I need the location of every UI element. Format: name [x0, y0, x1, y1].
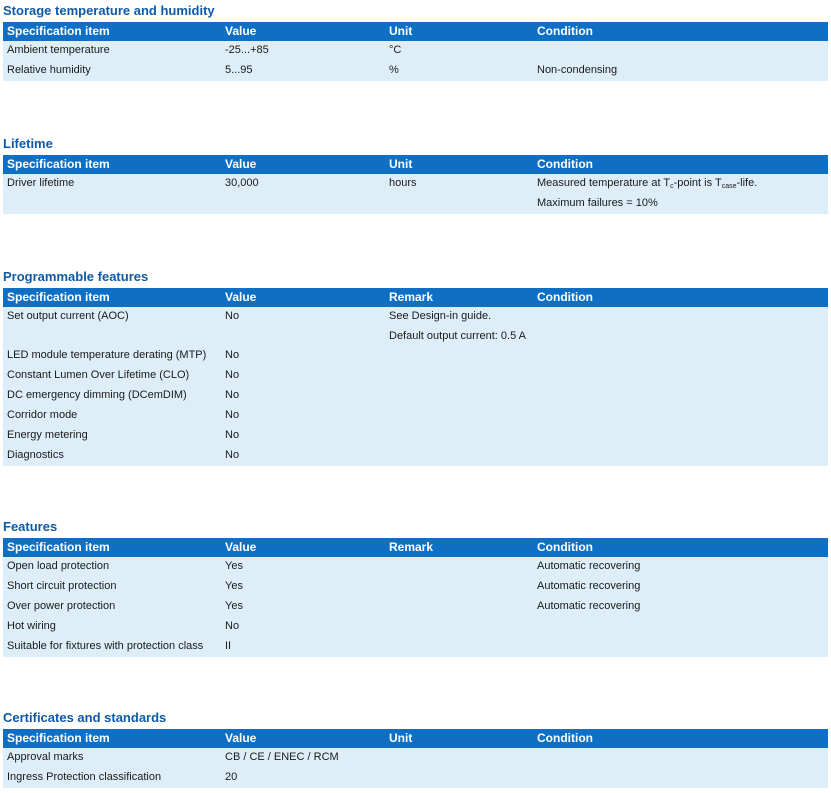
spec-table — [3, 288, 828, 466]
cell: Driver lifetime — [7, 177, 75, 189]
section-title: Certificates and standards — [3, 710, 167, 725]
cell: Yes — [225, 580, 243, 592]
header-cell: Unit — [389, 731, 413, 745]
cell-text: -point is T — [673, 177, 722, 189]
table-row — [3, 366, 828, 386]
header-cell: Remark — [389, 540, 434, 554]
section-title: Programmable features — [3, 269, 149, 284]
table-row — [3, 557, 828, 577]
header-cell: Condition — [537, 540, 593, 554]
table-row — [3, 617, 828, 637]
header-cell: Value — [225, 290, 257, 304]
header-cell: Condition — [537, 290, 593, 304]
cell: Maximum failures = 10% — [537, 197, 658, 209]
cell: No — [225, 620, 240, 632]
cell: Ingress Protection classification — [7, 771, 162, 783]
table-row — [3, 597, 828, 617]
header-cell: Condition — [537, 731, 593, 745]
cell: Yes — [225, 560, 243, 572]
spec-table — [3, 22, 828, 81]
table-row — [3, 174, 828, 214]
cell: No — [225, 349, 240, 361]
cell-text: Measured temperature at T — [537, 177, 671, 189]
table-row — [3, 768, 828, 788]
cell: -25...+85 — [225, 44, 269, 56]
table-row — [3, 406, 828, 426]
header-cell: Specification item — [7, 731, 110, 745]
cell: Set output current (AOC) — [7, 310, 129, 322]
header-cell: Unit — [389, 24, 413, 38]
cell: % — [389, 64, 399, 76]
header-cell: Value — [225, 731, 257, 745]
cell: 30,000 — [225, 177, 259, 189]
table-header — [3, 155, 828, 174]
table-row — [3, 346, 828, 366]
cell: Energy metering — [7, 429, 88, 441]
header-cell: Value — [225, 24, 257, 38]
cell: Relative humidity — [7, 64, 91, 76]
cell: See Design-in guide. — [389, 310, 492, 322]
cell: Default output current: 0.5 A — [389, 330, 526, 342]
cell: No — [225, 449, 240, 461]
cell: Automatic recovering — [537, 560, 641, 572]
cell: Corridor mode — [7, 409, 78, 421]
table-header — [3, 729, 828, 748]
cell — [537, 174, 757, 196]
header-cell: Specification item — [7, 24, 110, 38]
cell: Open load protection — [7, 560, 110, 572]
cell: Hot wiring — [7, 620, 56, 632]
header-cell: Value — [225, 157, 257, 171]
cell: LED module temperature derating (MTP) — [7, 349, 207, 361]
table-header — [3, 22, 828, 41]
table-header — [3, 288, 828, 307]
section-title: Storage temperature and humidity — [3, 3, 215, 18]
table-row — [3, 41, 828, 61]
table-row — [3, 386, 828, 406]
section-title: Lifetime — [3, 136, 53, 151]
table-row — [3, 61, 828, 81]
cell: 5...95 — [225, 64, 253, 76]
table-row — [3, 446, 828, 466]
subscript-c: c — [670, 183, 674, 190]
cell: Diagnostics — [7, 449, 64, 461]
cell: DC emergency dimming (DCemDIM) — [7, 389, 187, 401]
table-header — [3, 538, 828, 557]
spec-table — [3, 538, 828, 657]
table-row — [3, 748, 828, 768]
header-cell: Unit — [389, 157, 413, 171]
section-title: Features — [3, 519, 58, 534]
table-row — [3, 637, 828, 657]
cell: No — [225, 429, 240, 441]
cell-text: -life. — [736, 177, 758, 189]
cell: Constant Lumen Over Lifetime (CLO) — [7, 369, 190, 381]
header-cell: Condition — [537, 24, 593, 38]
spec-table — [3, 155, 828, 214]
header-cell: Value — [225, 540, 257, 554]
cell: Short circuit protection — [7, 580, 117, 592]
cell: 20 — [225, 771, 238, 783]
cell: Suitable for fixtures with protection class — [7, 640, 204, 652]
cell: Over power protection — [7, 600, 116, 612]
cell: II — [225, 640, 232, 652]
cell: CB / CE / ENEC / RCM — [225, 751, 339, 763]
table-row — [3, 426, 828, 446]
table-row — [3, 307, 828, 346]
cell: Ambient temperature — [7, 44, 110, 56]
header-cell: Specification item — [7, 540, 110, 554]
cell: No — [225, 409, 240, 421]
header-cell: Condition — [537, 157, 593, 171]
cell: hours — [389, 177, 417, 189]
cell: °C — [389, 44, 402, 56]
cell: No — [225, 310, 240, 322]
cell: Approval marks — [7, 751, 84, 763]
cell: Non-condensing — [537, 64, 618, 76]
header-cell: Specification item — [7, 157, 110, 171]
cell: No — [225, 389, 240, 401]
header-cell: Specification item — [7, 290, 110, 304]
subscript-case: case — [721, 183, 737, 190]
cell: Yes — [225, 600, 243, 612]
spec-table — [3, 729, 828, 788]
header-cell: Remark — [389, 290, 434, 304]
cell: Automatic recovering — [537, 580, 641, 592]
cell: No — [225, 369, 240, 381]
table-row — [3, 577, 828, 597]
cell: Automatic recovering — [537, 600, 641, 612]
